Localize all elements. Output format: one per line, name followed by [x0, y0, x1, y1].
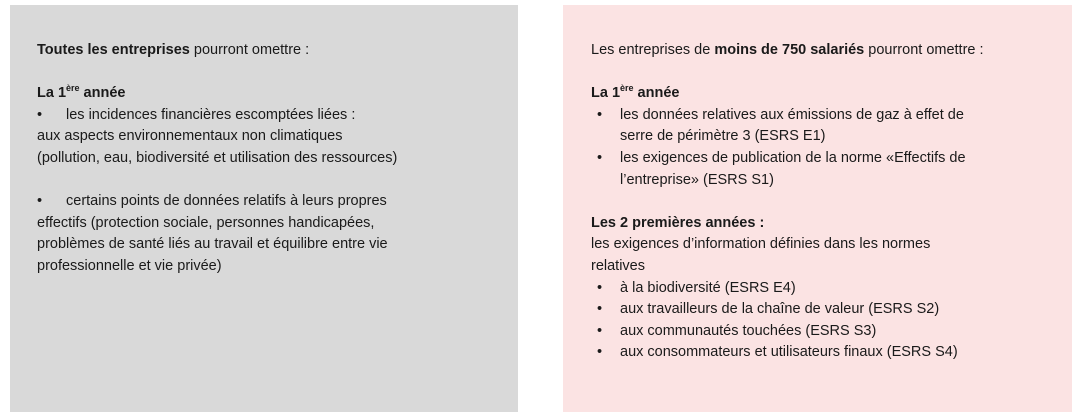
item-line: problèmes de santé liés au travail et équilibre entre vie [37, 236, 388, 253]
intro-bold: moins de 750 salariés [714, 42, 865, 58]
bullet-icon: • [597, 322, 603, 339]
item-line: serre de périmètre 3 (ESRS E1) [620, 128, 826, 145]
intro-rest: pourront omettre : [189, 42, 310, 58]
list-item [591, 321, 1072, 343]
desc-line: relatives [591, 257, 645, 274]
list-item [591, 148, 1072, 170]
heading-suffix: année [633, 85, 680, 102]
list-item [591, 342, 1072, 364]
bullet-icon: • [597, 106, 603, 123]
list-item [591, 105, 1072, 127]
list-item [37, 105, 518, 127]
bullet-icon: • [597, 149, 603, 166]
item-line: les incidences financières escomptées liées : [66, 106, 356, 123]
item-line: (pollution, eau, biodiversité et utilisation des ressources) [37, 149, 398, 166]
heading-prefix: La 1 [37, 85, 67, 102]
item-line: aux aspects environnementaux non climatiques [37, 128, 343, 145]
bullet-icon: • [597, 301, 603, 318]
heading-prefix: La 1 [591, 85, 621, 102]
list-item [591, 278, 1072, 300]
bullet-icon: • [597, 344, 603, 361]
section-heading-2 [591, 213, 1072, 235]
intro-start: Les entreprises de [591, 42, 715, 58]
item-line: professionnelle et vie privée) [37, 257, 222, 274]
intro-text [591, 40, 1072, 62]
heading-sup: ère [66, 83, 80, 94]
item-line: les exigences de publication de la norme «Effectifs de [620, 149, 966, 166]
heading-suffix: année [79, 85, 126, 102]
intro-text [37, 40, 518, 62]
item-line: les données relatives aux émissions de gaz à effet de [620, 106, 964, 123]
item-line: aux consommateurs et utilisateurs finaux (ESRS S4) [620, 344, 958, 361]
section-heading [37, 83, 518, 105]
list-item [591, 299, 1072, 321]
section-heading [591, 83, 1072, 105]
desc-line: les exigences d’information définies dans les normes [591, 236, 931, 253]
intro-rest: pourront omettre : [864, 42, 984, 58]
bullet-icon: • [597, 279, 603, 296]
heading-sup: ère [620, 83, 634, 94]
list-item [37, 191, 518, 213]
item-line: aux travailleurs de la chaîne de valeur (ESRS S2) [620, 301, 940, 318]
heading2: Les 2 premières années : [591, 214, 765, 231]
bullet-icon: • [37, 106, 43, 123]
intro-bold: Toutes les entreprises [37, 42, 190, 58]
item-line: certains points de données relatifs à leurs propres [66, 193, 387, 210]
item-line: à la biodiversité (ESRS E4) [620, 279, 796, 296]
item-line: l’entreprise» (ESRS S1) [620, 171, 774, 188]
bullet-icon: • [37, 193, 43, 210]
item-line: aux communautés touchées (ESRS S3) [620, 322, 877, 339]
small-companies-panel [563, 5, 1072, 412]
item-line: effectifs (protection sociale, personnes handicapées, [37, 214, 375, 231]
all-companies-panel [10, 5, 518, 412]
